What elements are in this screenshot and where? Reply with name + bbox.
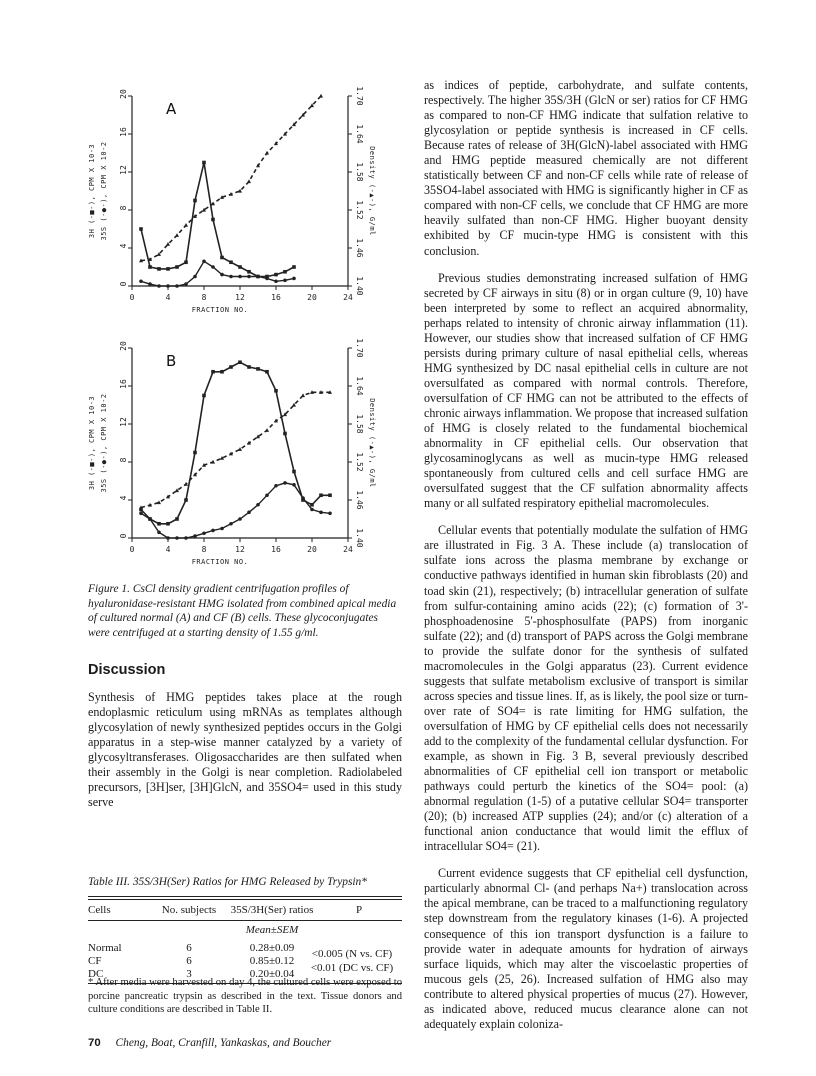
data-point-density — [184, 223, 188, 227]
data-point-35s — [211, 529, 215, 533]
panel-label: A — [166, 100, 177, 118]
figure-caption-text: CsCl density gradient centrifugation profiles of hyaluronidase-resistant HMG isolated from combined apical media of cultured normal (A) and CF (B) cells. These glycoconjugates were centrifuged at a starting density of 1.55 g/ml. — [88, 583, 397, 639]
x-tick-label: 24 — [343, 293, 353, 302]
p-value-dc-vs-cf: <0.01 (DC vs. CF) — [310, 962, 394, 974]
data-point-3h — [220, 256, 224, 260]
data-point-35s — [139, 279, 143, 283]
data-point-density — [238, 447, 242, 451]
data-point-density — [247, 179, 251, 183]
right-y-tick-label: 1.64 — [355, 124, 364, 144]
left-y-tick-label: 12 — [119, 165, 128, 175]
data-point-3h — [292, 470, 296, 474]
x-tick-label: 16 — [271, 293, 281, 302]
right-y-tick-label: 1.52 — [355, 200, 364, 220]
data-point-35s — [256, 275, 260, 279]
data-point-density — [265, 428, 269, 432]
x-tick-label: 0 — [129, 293, 135, 302]
x-axis-title: FRACTION NO. — [191, 558, 249, 566]
data-point-3h — [202, 394, 206, 398]
data-point-35s — [175, 284, 179, 288]
data-point-density — [301, 393, 305, 397]
data-point-3h — [184, 498, 188, 502]
data-point-3h — [211, 218, 215, 222]
x-tick-label: 4 — [165, 293, 171, 302]
data-point-35s — [157, 531, 161, 535]
ratios-table — [88, 896, 402, 984]
row-ratio: 0.85±0.12 — [249, 955, 295, 968]
data-point-density — [265, 151, 269, 155]
header-ratio: 35S/3H(Ser) ratios — [230, 904, 314, 916]
page-number: 70 — [88, 1037, 101, 1049]
x-tick-label: 8 — [201, 293, 207, 302]
right-y-tick-label: 1.70 — [355, 86, 364, 106]
x-tick-label: 16 — [271, 545, 281, 554]
data-point-35s — [265, 277, 269, 281]
data-point-3h — [310, 503, 314, 507]
x-axis-title: FRACTION NO. — [191, 306, 249, 314]
left-y-axis-title-3h: 3H (-■-), CPM X 10-3 — [88, 143, 96, 239]
left-y-tick-label: 0 — [119, 533, 128, 539]
right-column — [424, 78, 748, 1032]
left-y-axis-title-35s: 35S (-●-), CPM X 10-2 — [100, 393, 108, 493]
data-point-3h — [328, 493, 332, 497]
data-point-35s — [148, 282, 152, 286]
x-tick-label: 0 — [129, 545, 135, 554]
data-point-3h — [166, 267, 170, 271]
right-y-tick-label: 1.70 — [355, 338, 364, 358]
figure-caption — [88, 582, 398, 640]
row-subjects: 6 — [186, 941, 192, 954]
data-point-3h — [148, 265, 152, 269]
data-point-3h — [220, 370, 224, 374]
data-point-35s — [211, 265, 215, 269]
data-point-35s — [274, 279, 278, 283]
right-paragraph-4: Current evidence suggests that CF epithelial cell dysfunction, particularly abnormal Cl- (and perhaps Na+) translocation across the apical membrane, can be traced to a malfunctioning regulatory step downstream from the regulatory kinases (1-6). A projected consequence of this ion transport dysfunction is a failure to provide water in adequate amounts for hydration of airways surface liquids, which may alter the viscoelastic properties of mucous gels (25, 26). Increased sulfation of HMG also may contribute to altered physical properties of mucus (27). However, as indicated above, reduced mucus clearance alone can not adequately explain coloniza- — [424, 866, 748, 1031]
left-y-tick-label: 16 — [119, 379, 128, 389]
header-subjects: No. subjects — [161, 904, 217, 916]
row-ratio: 0.20±0.04 — [249, 968, 295, 981]
left-y-tick-label: 0 — [119, 281, 128, 287]
page-footer — [88, 1037, 331, 1049]
data-point-3h — [274, 389, 278, 393]
row-cells: DC — [88, 968, 104, 981]
data-point-3h — [283, 432, 287, 436]
data-point-density — [175, 233, 179, 237]
discussion-heading: Discussion — [88, 662, 166, 678]
p-value-n-vs-cf: <0.005 (N vs. CF) — [311, 948, 393, 960]
data-point-3h — [265, 370, 269, 374]
data-point-35s — [175, 536, 179, 540]
right-paragraph-3: Cellular events that potentially modulate the sulfation of HMG are illustrated in Fig. 3 A. These include (a) translocation of sulfate ions across the plasma membrane by exchange or conductive pathways identified in human skin fibroblasts (20) and toad skin (21), respectively; (b) intracellular generation of sulfate from sulfur-containing amino acids (22); (c) formation of 3'-phosphoadenosine 5'-phosphosulfate (PAPS) from inorganic sulfate (22); and (d) transport of PAPS across the Golgi membrane to provide the sulfate donor for the synthesis of sulfated macromolecules in the Golgi apparatus (23). Current evidence suggests that sulfate metabolism exclusive of transport is similar across species and tissue lines. If, as is likely, the pool size or turn-over rate of SO4= is rate limiting for HMG sulfation, the oversulfation of HMG by CF epithelial cells does not necessarily add to the complexity of the fundamental cellular dysfunction. For example, as shown in Fig. 3 B, several previously described abnormalities of CF epithelial cell ion transport or metabolic pathways could perturb the kinetics of the SO4= pool: (a) abnormal regulation (1-5) of a putative cellular SO4= transporter (20); (b) increased ATP supplies (24); and/or (c) alteration of a functional anion conductance that would limit the efflux of intracellular SO4= (21). — [424, 523, 748, 854]
data-point-35s — [274, 484, 278, 488]
table-title: Table III. 35S/3H(Ser) Ratios for HMG Released by Trypsin* — [88, 876, 367, 888]
subheader-mean-sem: Mean±SEM — [245, 924, 299, 936]
data-point-3h — [229, 260, 233, 264]
right-y-tick-label: 1.64 — [355, 376, 364, 396]
data-point-3h — [274, 273, 278, 277]
left-y-tick-label: 4 — [119, 495, 128, 501]
data-point-3h — [157, 522, 161, 526]
data-point-35s — [310, 508, 314, 512]
data-point-3h — [139, 227, 143, 231]
data-point-35s — [202, 531, 206, 535]
data-point-3h — [319, 493, 323, 497]
left-y-tick-label: 12 — [119, 417, 128, 427]
row-subjects: 6 — [186, 955, 192, 968]
right-y-tick-label: 1.40 — [355, 528, 364, 548]
series-line-35s — [141, 261, 294, 286]
data-point-35s — [238, 517, 242, 521]
data-point-3h — [283, 270, 287, 274]
right-y-tick-label: 1.58 — [355, 414, 364, 434]
x-tick-label: 12 — [235, 293, 245, 302]
header-p: P — [355, 904, 363, 916]
data-point-35s — [220, 527, 224, 531]
x-tick-label: 20 — [307, 293, 317, 302]
left-y-tick-label: 20 — [119, 89, 128, 99]
right-paragraph-2: Previous studies demonstrating increased sulfation of HMG secreted by CF airways in situ (8) or in organ culture (9, 10) have been interpreted by some to reflect an acquired abnormality, perhaps related to intensity of chronic airway inflammation (11). However, our studies show that increased sulfation of CF HMG persists during primary culture of nasal epithelial cells, whereas HMG synthesized by DC nasal epithelial cells in culture are not oversulfated as compared with normal controls. Therefore, oversulfation of CF HMG can not be attributed to the effects of chronic airways inflammation. We propose that increased sulfation of HMG is closely related to the fundamental biochemical abnormality in CF epithelial cells. Our observation that glycosaminoglycans as well as mucin-type HMG released spontaneously from cultured cells and cell surface HMG are oversulfated suggest that the CF sulfation abnormality affects many or all sulfated respiratory epithelial macromolecules. — [424, 270, 748, 511]
table-subheader-row — [88, 921, 402, 939]
x-tick-label: 20 — [307, 545, 317, 554]
data-point-35s — [247, 511, 251, 515]
x-tick-label: 24 — [343, 545, 353, 554]
right-y-axis-title: Density (-▲-), G/ml — [368, 398, 376, 488]
data-point-35s — [166, 284, 170, 288]
data-point-3h — [238, 360, 242, 364]
data-point-35s — [292, 483, 296, 487]
data-point-35s — [229, 275, 233, 279]
right-y-tick-label: 1.46 — [355, 490, 364, 510]
header-cells: Cells — [88, 904, 111, 916]
data-point-35s — [166, 536, 170, 540]
data-point-35s — [292, 277, 296, 281]
left-y-tick-label: 4 — [119, 243, 128, 249]
chart-a-svg — [80, 86, 380, 336]
left-y-tick-label: 16 — [119, 127, 128, 137]
data-point-3h — [193, 451, 197, 455]
data-point-35s — [238, 275, 242, 279]
x-tick-label: 12 — [235, 545, 245, 554]
data-point-3h — [211, 370, 215, 374]
left-y-tick-label: 20 — [119, 341, 128, 351]
data-point-3h — [292, 265, 296, 269]
data-point-3h — [229, 365, 233, 369]
row-cells: CF — [88, 955, 102, 968]
data-point-3h — [166, 522, 170, 526]
panel-label: B — [166, 352, 177, 370]
row-cells: Normal — [88, 941, 122, 954]
left-y-axis-title-35s: 35S (-●-), CPM X 10-2 — [100, 141, 108, 241]
table-footnote: * After media were harvested on day 4, the cultured cells were exposed to porcine pancreatic trypsin as described in the text. Tissue donors and culture conditions are described in Table II. — [88, 977, 402, 1016]
data-point-35s — [139, 512, 143, 516]
data-point-3h — [247, 270, 251, 274]
series-line-density — [141, 392, 330, 507]
right-y-tick-label: 1.58 — [355, 162, 364, 182]
chart-b-svg — [80, 338, 380, 588]
figure-1-panel-b — [80, 338, 380, 588]
data-point-35s — [193, 275, 197, 279]
data-point-3h — [202, 161, 206, 165]
data-point-35s — [328, 512, 332, 516]
data-point-35s — [283, 279, 287, 283]
data-point-3h — [184, 260, 188, 264]
data-point-35s — [247, 275, 251, 279]
data-point-3h — [247, 365, 251, 369]
data-point-3h — [175, 517, 179, 521]
data-point-35s — [184, 536, 188, 540]
series-line-density — [141, 96, 321, 261]
data-point-35s — [148, 517, 152, 521]
data-point-3h — [175, 265, 179, 269]
data-point-35s — [184, 282, 188, 286]
table-p-values — [302, 947, 402, 975]
data-point-35s — [319, 511, 323, 515]
data-point-3h — [193, 199, 197, 203]
figure-caption-label: Figure 1. — [88, 583, 130, 595]
figure-1-panel-a — [80, 86, 380, 336]
data-point-3h — [157, 267, 161, 271]
data-point-35s — [220, 273, 224, 277]
series-line-3h — [141, 163, 294, 277]
data-point-density — [211, 201, 215, 205]
data-point-35s — [283, 481, 287, 485]
data-point-35s — [256, 503, 260, 507]
left-y-axis-title-3h: 3H (-■-), CPM X 10-3 — [88, 395, 96, 491]
data-point-35s — [157, 284, 161, 288]
series-line-35s — [141, 483, 330, 538]
discussion-paragraph: Synthesis of HMG peptides takes place at the rough endoplasmic reticulum using mRNAs as templates although glycosylation of newly synthesized peptides occurs in the Golgi apparatus in a step-wise manner catalyzed by a variety of glycosyltransferases. Oligosaccharides are then sulfated when their assembly in the Golgi is near completion. Radiolabeled precursors, [3H]ser, [3H]GlcN, and 35SO4= used in this study serve — [88, 690, 402, 810]
left-y-tick-label: 8 — [119, 205, 128, 211]
row-subjects: 3 — [186, 968, 192, 981]
data-point-35s — [229, 522, 233, 526]
data-point-3h — [238, 265, 242, 269]
right-y-tick-label: 1.52 — [355, 452, 364, 472]
right-paragraph-1: as indices of peptide, carbohydrate, and sulfate contents, respectively. The higher 35S/3H (GlcN or ser) ratios for CF HMG as compared to non-CF HMG indicate that sulfation relative to glycosylation or peptide synthesis is increased in CF cells. Because rates of release of 3H(GlcN)-label associated with HMG and HMG peptide measured chemically are not different statistically between CF and non-CF cells while rate of release of 35SO4-label associated with HMG is significantly higher in CF as compared with non-CF cells, we conclude that CF HMG are more heavily sulfated than non-CF HMG. Higher buoyant density exhibited by CF mucin-type HMG is consistent with this conclusion. — [424, 78, 748, 258]
right-y-axis-title: Density (-▲-), G/ml — [368, 146, 376, 236]
x-tick-label: 4 — [165, 545, 171, 554]
table-header-row — [88, 900, 402, 920]
data-point-density — [319, 94, 323, 98]
data-point-35s — [301, 496, 305, 500]
left-y-tick-label: 8 — [119, 457, 128, 463]
data-point-35s — [202, 260, 206, 264]
data-point-35s — [193, 534, 197, 538]
running-authors: Cheng, Boat, Cranfill, Yankaskas, and Boucher — [115, 1037, 332, 1049]
data-point-3h — [256, 367, 260, 371]
right-y-tick-label: 1.46 — [355, 238, 364, 258]
row-ratio: 0.28±0.09 — [249, 941, 295, 954]
right-y-tick-label: 1.40 — [355, 276, 364, 296]
x-tick-label: 8 — [201, 545, 207, 554]
data-point-35s — [265, 493, 269, 497]
